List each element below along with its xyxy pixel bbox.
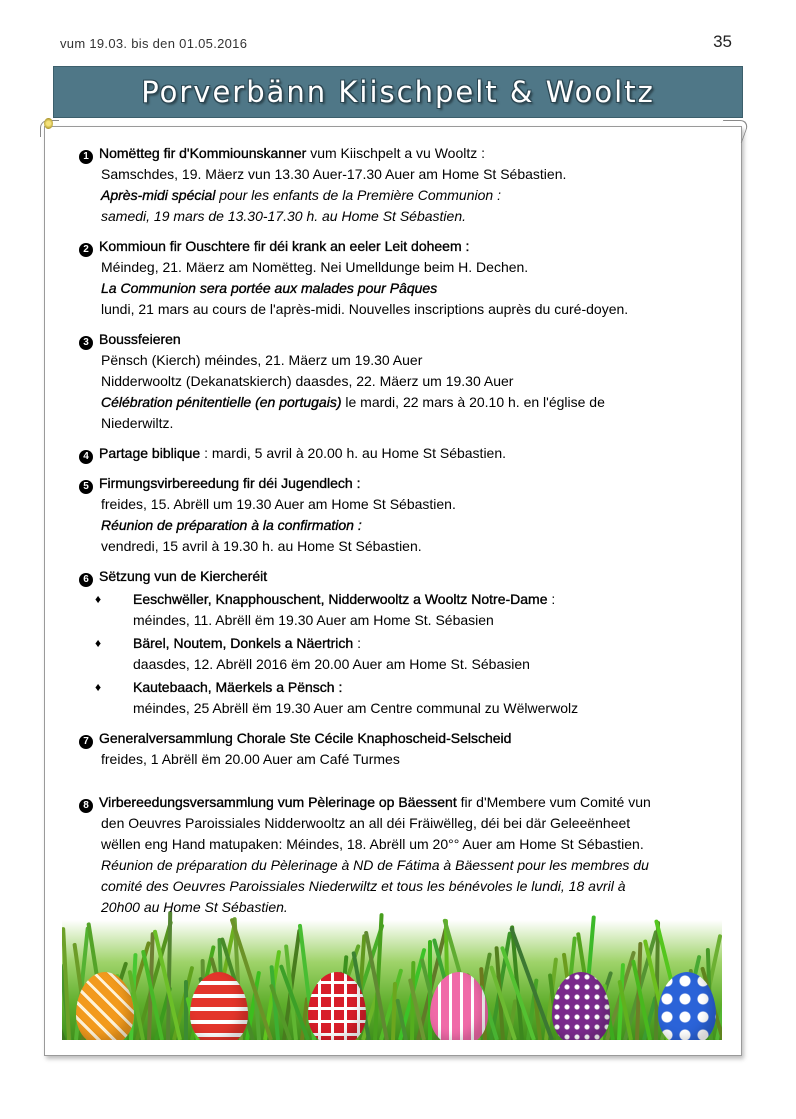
item-line: Niederwiltz. — [101, 415, 174, 431]
item-heading: Virbereedungsversammlung vum Pèlerinage op Bäessent — [99, 794, 457, 810]
item-heading-rest: fir d'Membere vum Comité vun — [456, 794, 651, 810]
item-heading: Firmungsvirbereedung fir déi Jugendlech : — [99, 475, 361, 491]
announcement-item — [79, 473, 719, 557]
diamond-bullet-icon: ♦ — [95, 636, 102, 650]
thumbtack-icon — [44, 118, 53, 129]
sub-item — [79, 677, 719, 719]
diamond-bullet-icon: ♦ — [95, 592, 102, 606]
item-line: Nidderwooltz (Dekanatskierch) daasdes, 22. Mäerz um 19.30 Auer — [101, 373, 514, 389]
diamond-bullet-icon: ♦ — [95, 680, 102, 694]
item-emphasis: Après-midi spécial — [101, 187, 216, 203]
item-line: freides, 15. Abrëll um 19.30 Auer am Home St Sébastien. — [101, 496, 456, 512]
item-number-badge: 8 — [79, 792, 99, 813]
item-line: den Oeuvres Paroissiales Nidderwooltz an all déi Fräiwëlleg, déi bei där Geleeënheet — [101, 815, 631, 831]
sub-item-detail: méindes, 11. Abrëll ëm 19.30 Auer am Home St. Sébasien — [133, 612, 494, 628]
item-line: Samschdes, 19. Mäerz vun 13.30 Auer-17.30 Auer am Home St Sébastien. — [101, 166, 567, 182]
paper-curl-right — [715, 120, 750, 143]
item-line: freides, 1 Abrëll ëm 20.00 Auer am Café Turmes — [101, 751, 400, 767]
item-heading-rest: : mardi, 5 avril à 20.00 h. au Home St Sébastien. — [200, 445, 507, 461]
header-date-range: vum 19.03. bis den 01.05.2016 — [60, 36, 248, 51]
item-line: wëllen eng Hand matupaken: Méindes, 18. Abrëll um 20°° Auer am Home St Sébastien. — [101, 836, 644, 852]
item-number-badge: 4 — [79, 443, 99, 464]
sub-item — [79, 633, 719, 675]
grass-blade — [184, 980, 188, 1040]
item-line-italic: samedi, 19 mars de 13.30-17.30 h. au Home St Sébastien. — [101, 208, 466, 224]
item-number-badge: 6 — [79, 566, 99, 587]
sub-item-title: Bärel, Noutem, Donkels a Näertrich — [133, 635, 354, 651]
announcement-list — [79, 143, 719, 927]
item-line-italic: comité des Oeuvres Paroissiales Niederwiltz et tous les bénévoles le lundi, 18 avril à — [101, 878, 626, 894]
announcement-item — [79, 728, 719, 770]
item-heading: Generalversammlung Chorale Ste Cécile Knaphoscheid-Selscheid — [99, 730, 512, 746]
page-number: 35 — [713, 32, 732, 51]
sub-item-title: Kautebaach, Mäerkels a Pënsch : — [133, 679, 343, 695]
item-heading: Sëtzung vun de Kiercheréit — [99, 568, 268, 584]
announcement-item — [79, 236, 719, 320]
item-line-italic: Réunion de préparation du Pèlerinage à ND de Fátima à Bäessent pour les membres du — [101, 857, 649, 873]
sub-item-title-rest: : — [547, 591, 556, 607]
item-emphasis: Célébration pénitentielle (en portugais) — [101, 394, 342, 410]
item-heading: Nomëtteg fir d'Kommiounskanner — [99, 145, 307, 161]
item-number-badge: 5 — [79, 473, 99, 494]
item-emphasis: Réunion de préparation à la confirmation : — [101, 517, 362, 533]
item-heading-rest: vum Kiischpelt a vu Wooltz : — [306, 145, 486, 161]
item-line: vendredi, 15 avril à 19.30 h. au Home St Sébastien. — [101, 538, 422, 554]
announcement-item — [79, 143, 719, 227]
item-line: Méindeg, 21. Mäerz am Nomëtteg. Nei Umelldunge beim H. Dechen. — [101, 259, 529, 275]
item-number-badge: 7 — [79, 728, 99, 749]
sub-item-title: Eeschwëller, Knapphouschent, Nidderwooltz a Wooltz Notre-Dame — [133, 591, 548, 607]
item-heading: Boussfeieren — [99, 331, 181, 347]
item-line-rest: le mardi, 22 mars à 20.10 h. en l'église de — [341, 394, 605, 410]
page-title: Porverbänn Kiischpelt & Wooltz — [141, 75, 655, 109]
item-line-italic: 20h00 au Home St Sébastien. — [101, 899, 288, 915]
announcement-item — [79, 566, 719, 719]
announcement-item — [79, 443, 719, 464]
item-heading: Partage biblique — [99, 445, 201, 461]
item-line-italic: pour les enfants de la Première Communion : — [215, 187, 501, 203]
sub-item-title-rest: : — [353, 635, 361, 651]
item-number-badge: 2 — [79, 236, 99, 257]
announcement-item — [79, 792, 719, 918]
title-banner — [53, 66, 743, 118]
sub-item-detail: méindes, 25 Abrëll ëm 19.30 Auer am Centre communal zu Wëlwerwolz — [133, 700, 579, 716]
sub-item-detail: daasdes, 12. Abrëll 2016 ëm 20.00 Auer am Home St. Sébasien — [133, 656, 530, 672]
announcement-item — [79, 329, 719, 434]
item-emphasis: La Communion sera portée aux malades pour Pâques — [101, 280, 438, 296]
item-number-badge: 1 — [79, 143, 99, 164]
item-heading: Kommioun fir Ouschtere fir déi krank an eeler Leit doheem : — [99, 238, 470, 254]
sub-item — [79, 589, 719, 631]
item-number-badge: 3 — [79, 329, 99, 350]
item-line: Pënsch (Kierch) méindes, 21. Mäerz um 19.30 Auer — [101, 352, 423, 368]
item-line: lundi, 21 mars au cours de l'après-midi. Nouvelles inscriptions auprès du curé-doyen. — [101, 301, 629, 317]
